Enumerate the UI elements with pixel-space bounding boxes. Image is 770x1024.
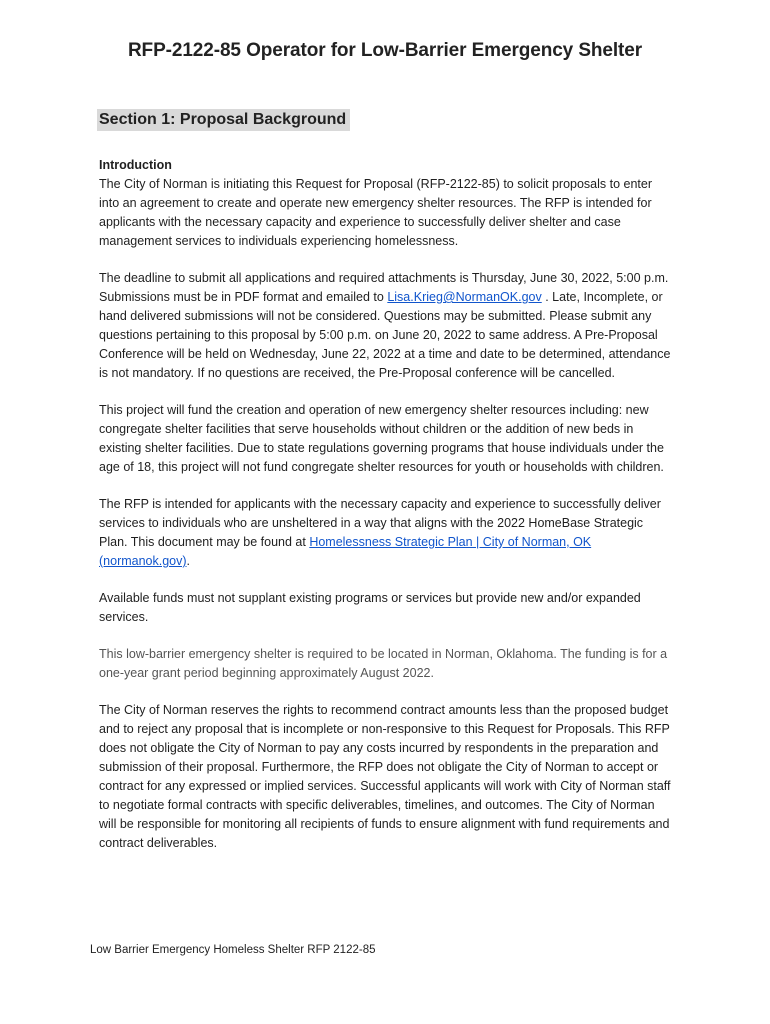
document-body	[99, 156, 674, 871]
page-footer: Low Barrier Emergency Homeless Shelter RFP 2122-85	[90, 944, 376, 956]
strategic-plan-link[interactable]: Homelessness Strategic Plan | City of Norman, OK (normanok.gov)	[99, 535, 592, 568]
paragraph-1-text: The City of Norman is initiating this Request for Proposal (RFP-2122-85) to solicit proposals to enter into an agreement to create and operate new emergency shelter resources. The RFP is intended for applicants with the necessary capacity and experience to successfully deliver shelter and case management services to individuals experiencing homelessness.	[99, 177, 653, 248]
paragraph-2-text-b: . Late, Incomplete, or hand delivered submissions will not be considered. Questions may be submitted. Please submit any questions pertaining to this proposal by 5:00 p.m. on June 20, 2022 to same address. A Pre-Proposal Conference will be held on Wednesday, June 22, 2022 at a time and date to be determined, attendance is not mandatory. If no questions are received, the Pre-Proposal conference will be cancelled.	[99, 290, 671, 380]
section-heading: Section 1: Proposal Background	[97, 109, 350, 131]
introduction-heading: Introduction	[99, 158, 172, 172]
paragraph-project-scope: This project will fund the creation and operation of new emergency shelter resources including: new congregate shelter facilities that serve households without children or the addition of new beds in existing shelter facilities. Due to state regulations governing programs that house individuals under the age of 18, this project will not fund congregate shelter resources for youth or households with children.	[99, 403, 664, 474]
paragraph-location: This low-barrier emergency shelter is required to be located in Norman, Oklahoma. The funding is for a one-year grant period beginning approximately August 2022.	[99, 647, 668, 680]
paragraph-deadline	[99, 269, 674, 383]
paragraph-rights: The City of Norman reserves the rights to recommend contract amounts less than the proposed budget and to reject any proposal that is incomplete or non-responsive to this Request for Proposals. This RFP does not obligate the City of Norman to pay any costs incurred by respondents in the preparation and submission of their proposal. Furthermore, the RFP does not obligate the City of Norman to accept or contract for any expressed or implied services. Successful applicants will work with City of Norman staff to negotiate formal contracts with specific deliverables, timelines, and outcomes. The City of Norman will be responsible for monitoring all recipients of funds to ensure alignment with fund requirements and contract deliverables.	[99, 703, 671, 850]
page-title: RFP-2122-85 Operator for Low-Barrier Emergency Shelter	[127, 40, 643, 61]
paragraph-strategic-plan	[99, 495, 674, 571]
paragraph-funds: Available funds must not supplant existing programs or services but provide new and/or expanded services.	[99, 591, 641, 624]
paragraph-introduction	[99, 156, 674, 251]
paragraph-4-text-a: The RFP is intended for applicants with the necessary capacity and experience to successfully deliver services to individuals who are unsheltered in a way that aligns with the 2022 HomeBase Strategic Plan. This document may be found at	[99, 497, 661, 549]
paragraph-4-text-b: .	[186, 554, 191, 568]
email-link[interactable]: Lisa.Krieg@NormanOK.gov	[387, 290, 542, 304]
paragraph-2-text-a: The deadline to submit all applications and required attachments is Thursday, June 30, 2022, 5:00 p.m. Submissions must be in PDF format and emailed to	[99, 271, 669, 304]
